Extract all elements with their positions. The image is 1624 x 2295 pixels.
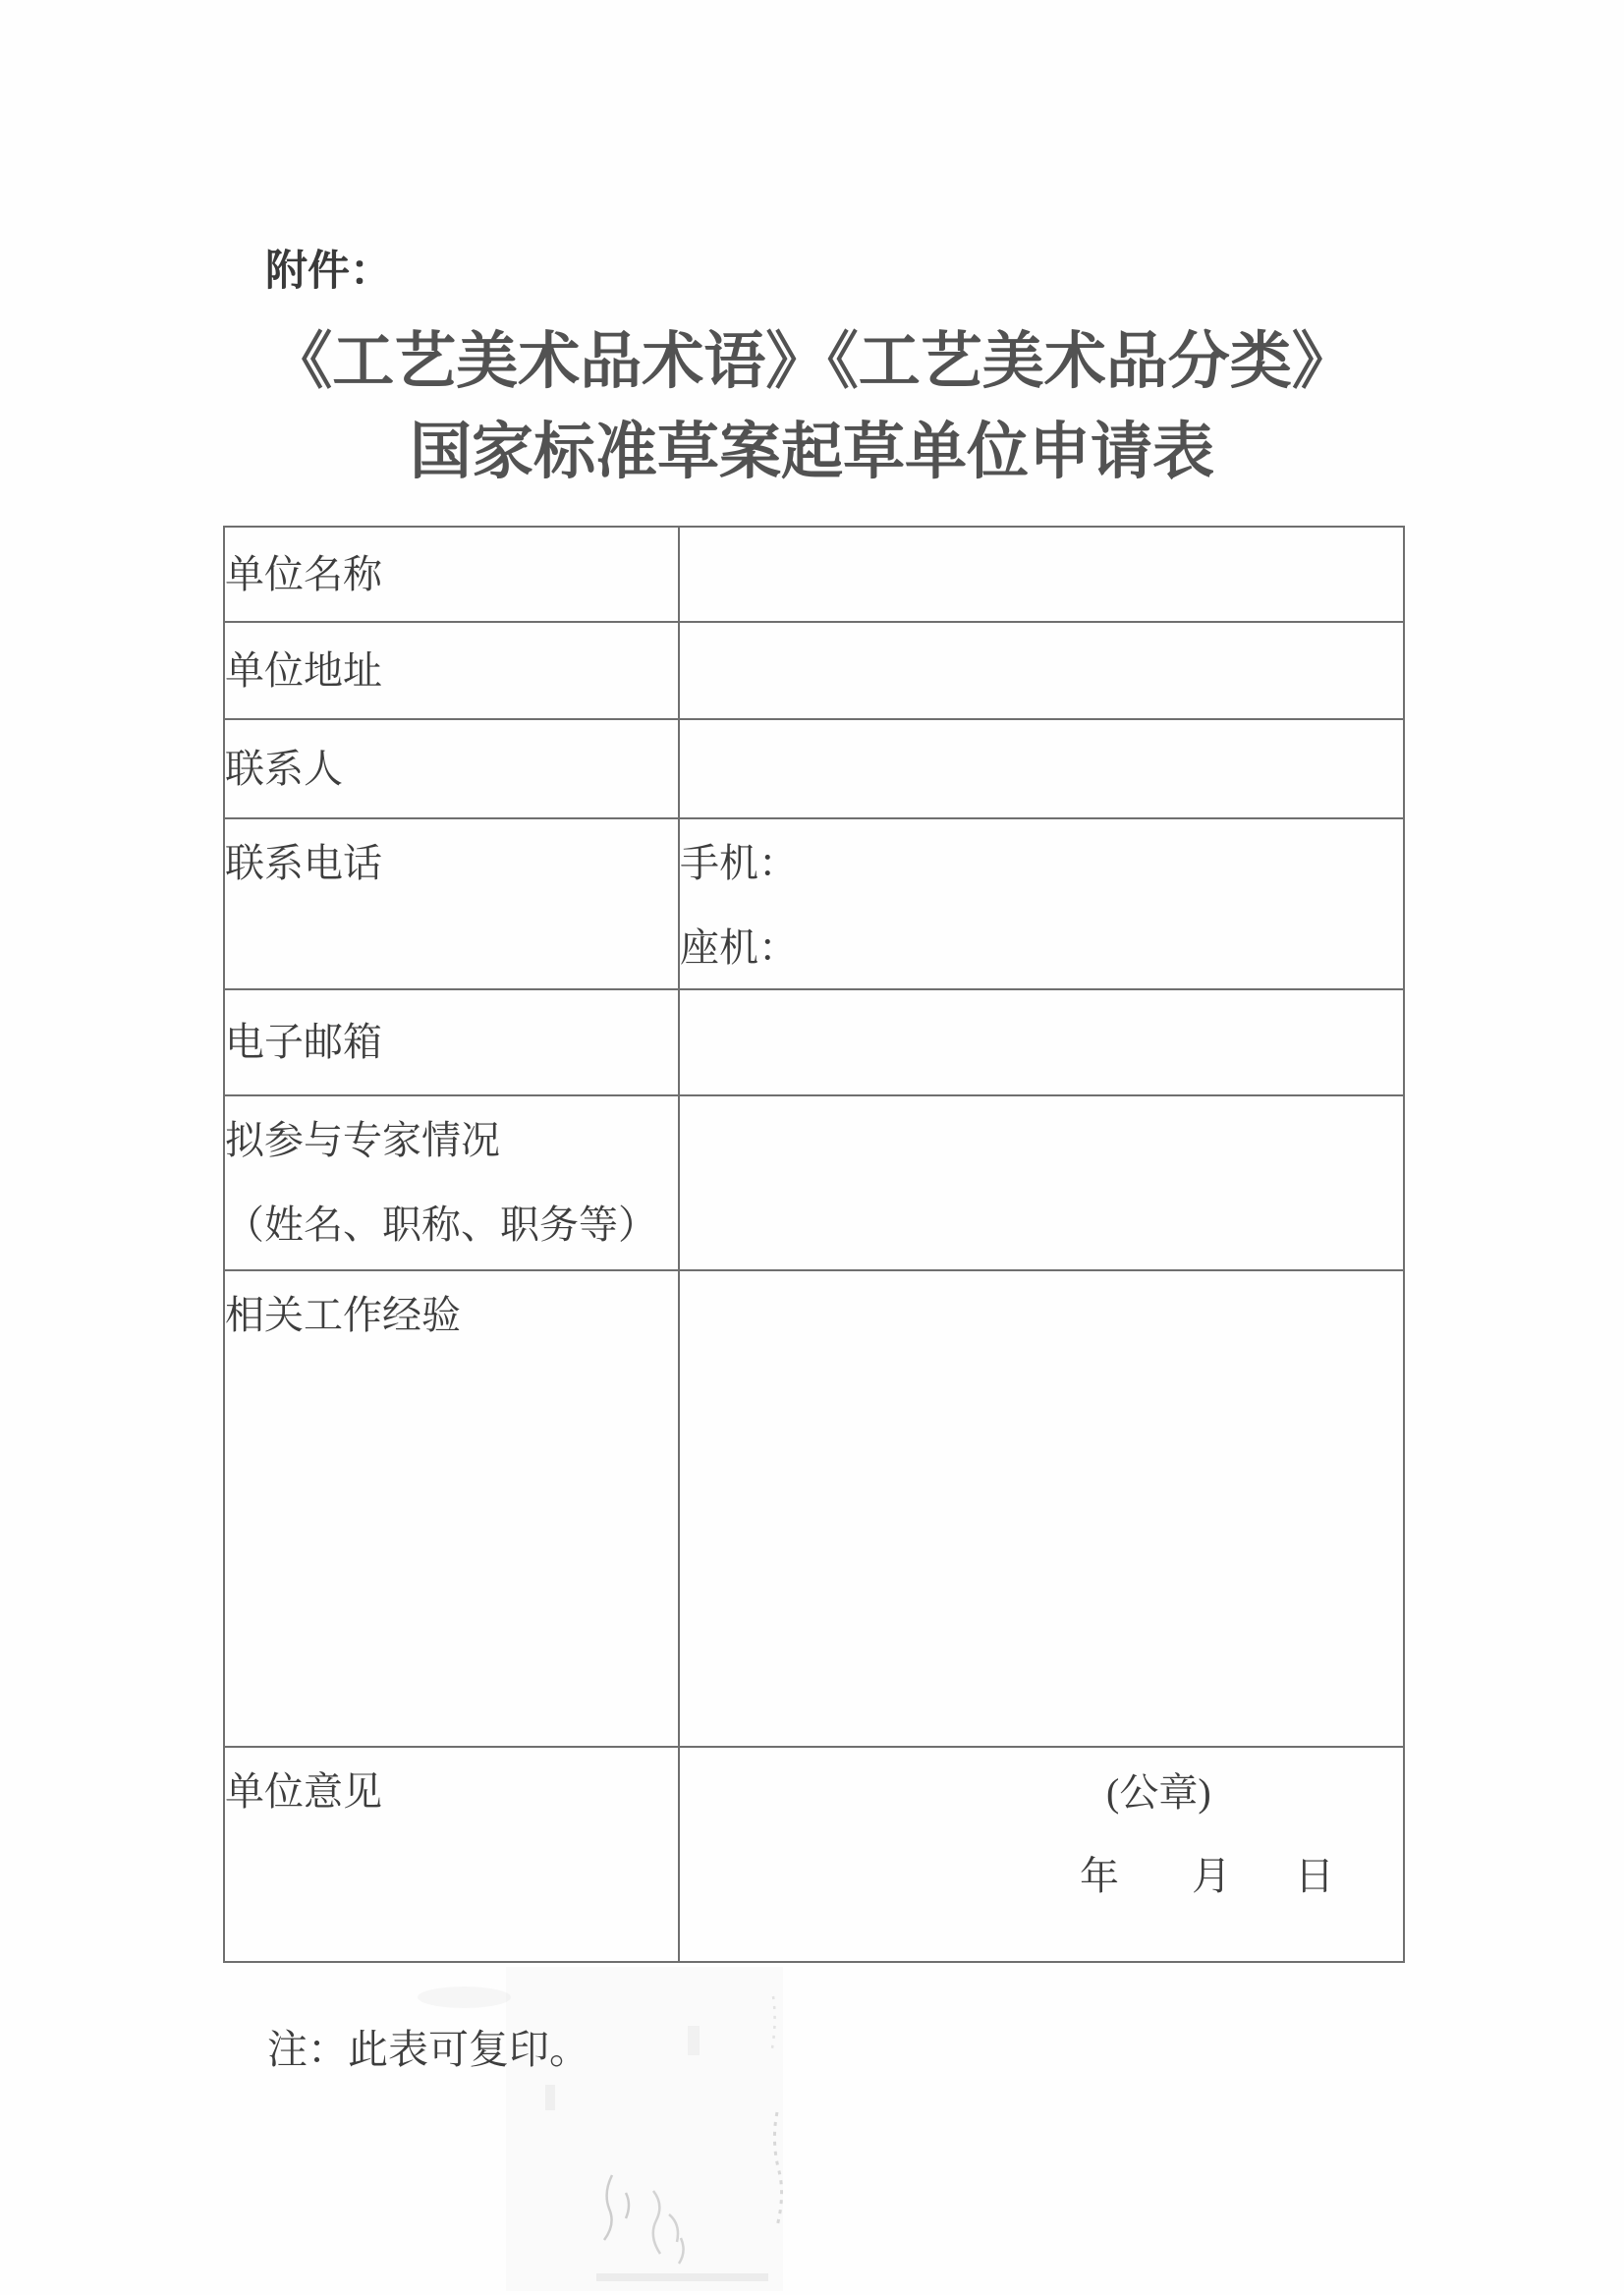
scan-smudge-artifact: [418, 1987, 511, 2008]
date-year-label: 年: [1080, 1854, 1119, 1898]
contact-phone-value-cell: [679, 818, 1404, 989]
work-experience-value-cell: [679, 1270, 1404, 1747]
application-form-table: [223, 526, 1405, 1963]
unit-name-label: 单位名称: [224, 527, 679, 622]
official-seal-placeholder: (公章): [1106, 1770, 1211, 1815]
row-contact-person: [224, 719, 1404, 818]
attachment-label: 附件：: [265, 248, 392, 295]
unit-name-value-cell: [679, 527, 1404, 622]
unit-opinion-label: 单位意见: [224, 1747, 679, 1962]
row-unit-address: [224, 622, 1404, 719]
unit-address-label: 单位地址: [224, 622, 679, 719]
unit-address-value-cell: [679, 622, 1404, 719]
work-experience-label: 相关工作经验: [224, 1270, 679, 1747]
proposed-experts-label-line1: 拟参与专家情况: [225, 1118, 500, 1162]
proposed-experts-label-line2: （姓名、职称、职务等）: [225, 1203, 657, 1247]
landline-phone-label: 座机：: [680, 925, 798, 970]
footnote: 注：此表可复印。: [267, 2027, 589, 2072]
row-contact-phone: [224, 818, 1404, 989]
row-proposed-experts: [224, 1095, 1404, 1270]
contact-person-value-cell: [679, 719, 1404, 818]
row-email: [224, 989, 1404, 1095]
email-label: 电子邮箱: [224, 989, 679, 1095]
date-month-label: 月: [1192, 1854, 1231, 1898]
mobile-phone-label: 手机：: [680, 841, 798, 885]
form-title-line1: 《工艺美术品术语》《工艺美术品分类》: [270, 327, 1354, 396]
form-title-line2: 国家标准草案起草单位申请表: [410, 418, 1214, 486]
ghost-stamp-artifact: [506, 1967, 783, 2291]
proposed-experts-label: [224, 1095, 679, 1270]
proposed-experts-value-cell: [679, 1095, 1404, 1270]
contact-phone-label: 联系电话: [224, 818, 679, 989]
ghost-stamp-graphic: [506, 1967, 783, 2291]
email-value-cell: [679, 989, 1404, 1095]
row-unit-name: [224, 527, 1404, 622]
date-day-label: 日: [1295, 1854, 1334, 1898]
row-work-experience: [224, 1270, 1404, 1747]
signature-date-line: [1080, 1853, 1334, 1900]
contact-person-label: 联系人: [224, 719, 679, 818]
